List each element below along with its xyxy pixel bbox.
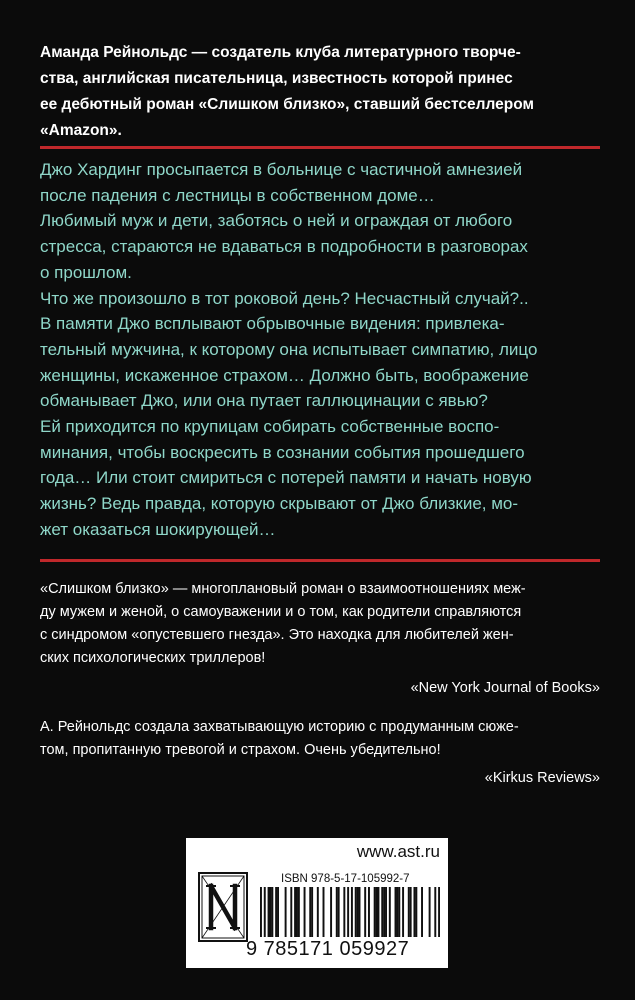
- barcode-bar: [336, 887, 338, 937]
- barcode-bar: [374, 887, 376, 937]
- red-divider-top: [40, 146, 600, 149]
- barcode-bar: [309, 887, 311, 937]
- barcode-bar: [355, 887, 357, 937]
- barcode-bar: [260, 887, 262, 937]
- author-bio: Аманда Рейнольдс — создатель клуба литературного творче- ства, английская писательница, известность которой принес ее дебютный роман «Слишком близко», ставший бестселлером «Amazon».: [40, 44, 534, 139]
- isbn-label: ISBN 978-5-17-105992-7: [281, 873, 410, 885]
- barcode-bar: [413, 887, 415, 937]
- synopsis-paragraph: Что же произошло в тот роковой день? Несчастный случай?.. В памяти Джо всплывают обрывочные видения: привлека- тельный мужчина, к которому она испытывает симпатию, лицо женщины, искаженное страхом… Должно быть, воображение обманывает Джо, или она путает галлюцинации с явью?: [40, 288, 538, 411]
- barcode-bar: [376, 887, 378, 937]
- barcode-panel: [186, 838, 448, 968]
- barcode-bar: [294, 887, 296, 937]
- barcode-bar: [410, 887, 412, 937]
- barcode-bar: [317, 887, 319, 937]
- barcode-bar: [415, 887, 417, 937]
- review-source: «Kirkus Reviews»: [484, 770, 600, 786]
- barcode-bar: [398, 887, 400, 937]
- barcode-bar: [277, 887, 279, 937]
- barcode-bar: [285, 887, 287, 937]
- barcode-bar: [311, 887, 313, 937]
- barcode-bar: [268, 887, 270, 937]
- barcode-bar: [383, 887, 385, 937]
- barcode-bar: [351, 887, 353, 937]
- barcode-bar: [323, 887, 325, 937]
- barcode-bar: [364, 887, 366, 937]
- barcode-bar: [338, 887, 340, 937]
- barcode-bar: [402, 887, 404, 937]
- barcode-bar: [421, 887, 423, 937]
- barcode-bar: [330, 887, 332, 937]
- publisher-logo-icon: [198, 872, 248, 942]
- barcode-bar: [275, 887, 277, 937]
- barcode-bar: [269, 887, 271, 937]
- barcode-bar: [298, 887, 300, 937]
- barcode-bar: [304, 887, 306, 937]
- review-quote: А. Рейнольдс создала захватывающую историю с продуманным сюже- том, пропитанную тревогой и страхом. Очень убедительно!: [40, 719, 519, 758]
- synopsis-paragraph: Любимый муж и дети, заботясь о ней и ограждая от любого стресса, стараются не вдаваться в подробности в разговорах о прошлом.: [40, 211, 528, 282]
- synopsis-paragraph: Джо Хардинг просыпается в больнице с частичной амнезией после падения с лестницы в собственном доме…: [40, 160, 523, 205]
- barcode-bar: [389, 887, 391, 937]
- barcode-bar: [296, 887, 298, 937]
- publisher-website: www.ast.ru: [356, 842, 440, 861]
- barcode-bar: [377, 887, 379, 937]
- barcode-digits: 9 785171 059927: [246, 938, 410, 960]
- barcode-bar: [396, 887, 398, 937]
- ean13-barcode: [260, 887, 440, 937]
- barcode-bar: [264, 887, 266, 937]
- barcode-bar: [429, 887, 431, 937]
- review-quote: «Слишком близко» — многоплановый роман о взаимоотношениях меж- ду мужем и женой, о самоуважении и о том, как родители справляются с синдромом «опустевшего гнезда». Это находка для любителей жен- ских психологических триллеров!: [40, 581, 526, 666]
- red-divider-bottom: [40, 559, 600, 562]
- barcode-bar: [347, 887, 349, 937]
- barcode-bar: [343, 887, 345, 937]
- barcode-bar: [381, 887, 383, 937]
- barcode-bar: [434, 887, 436, 937]
- barcode-bar: [368, 887, 370, 937]
- barcode-bar: [408, 887, 410, 937]
- barcode-bar: [290, 887, 292, 937]
- barcode-bar: [395, 887, 397, 937]
- barcode-bar: [271, 887, 273, 937]
- barcode-bar: [438, 887, 440, 937]
- review-source: «New York Journal of Books»: [410, 680, 600, 696]
- barcode-bar: [385, 887, 387, 937]
- synopsis: [40, 157, 600, 543]
- barcode-bar: [357, 887, 359, 937]
- barcode-bar: [359, 887, 361, 937]
- synopsis-paragraph: Ей приходится по крупицам собирать собственные воспо- минания, чтобы воскресить в сознании события прошедшего года… Или стоит смириться с потерей памяти и начать новую жизнь? Ведь правда, которую скрывают от Джо близкие, мо- жет оказаться шокирующей…: [40, 417, 532, 539]
